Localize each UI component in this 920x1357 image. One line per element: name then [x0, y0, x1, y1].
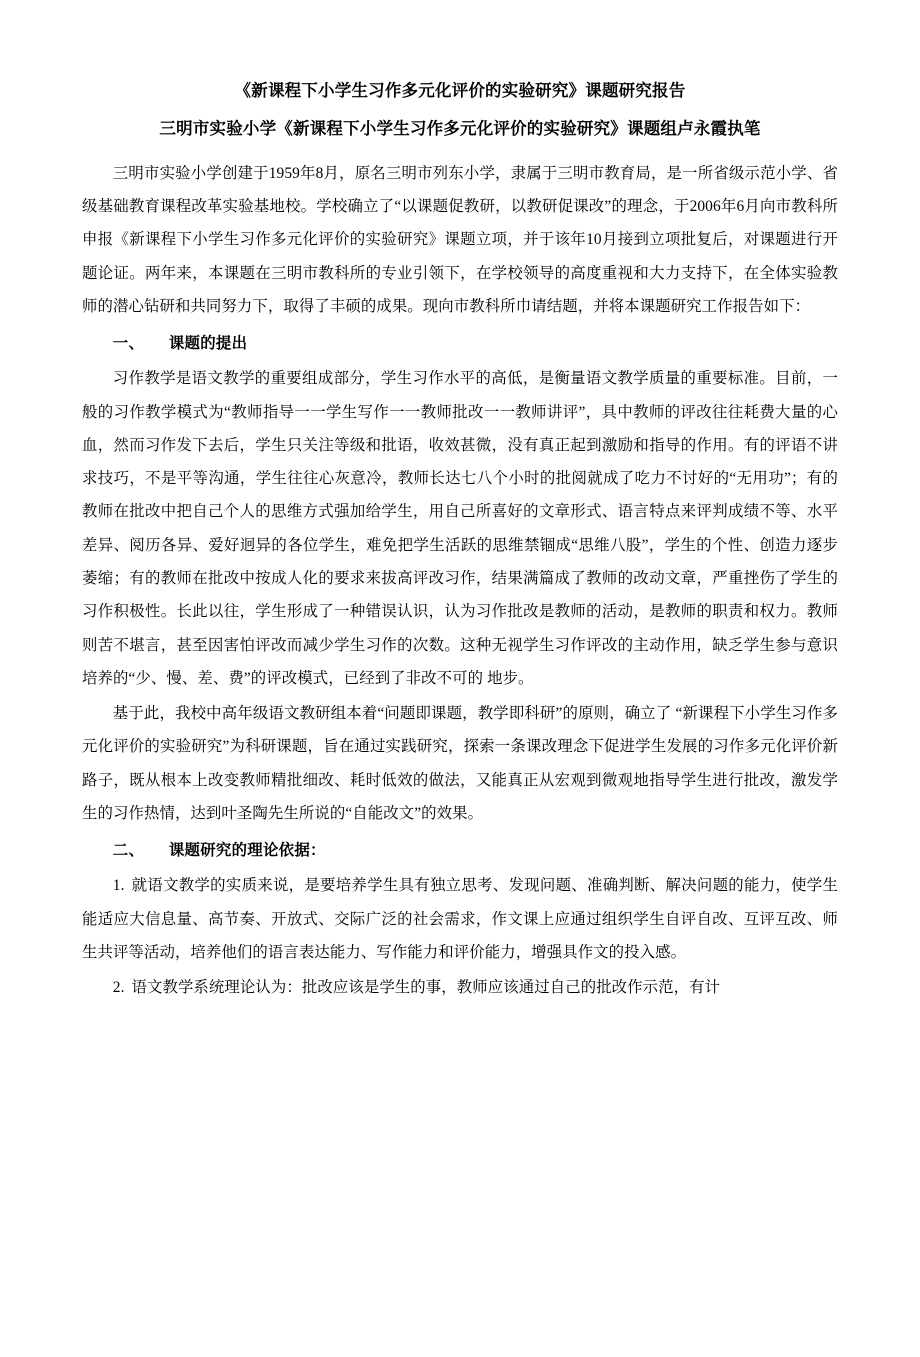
document-title: 《新课程下小学生习作多元化评价的实验研究》课题研究报告: [234, 81, 686, 100]
list-item-marker: 1.: [112, 877, 125, 895]
list-item: [82, 869, 838, 969]
list-item-text: 就语文教学的实质来说，是要培养学生具有独立思考、发现问题、准确判断、解决问题的能力，使学生能适应大信息量、高节奏、开放式、交际广泛的社会需求，作文课上应通过组织学生自评自改、互评互改、师生共评等活动，培养他们的语言表达能力、写作能力和评价能力，增强具作文的投入感。: [82, 877, 838, 961]
section-title-1: 课题的提出: [168, 334, 248, 353]
section-number-1: 一、: [112, 334, 145, 353]
section-number-2: 二、: [112, 841, 145, 860]
section-heading-2: [82, 834, 838, 867]
list-item-marker: 2.: [112, 979, 125, 997]
intro-paragraph: 三明市实验小学创建于1959年8月，原名三明市列东小学，隶属于三明市教育局，是一所省级示范小学、省级基础教育课程改革实验基地校。学校确立了“以课题促教研，以教研促课改”的理念，于2006年6月向市教科所申报《新课程下小学生习作多元化评价的实验研究》课题立项，并于该年10月接到立项批复后，对课题进行开题论证。两年来，本课题在三明市教科所的专业引领下，在学校领导的高度重视和大力支持下，在全体实验教师的潜心钻研和共同努力下，取得了丰硕的成果。现向市教科所巾请结题，并将本课题研究工作报告如下：: [82, 164, 838, 315]
document-subtitle: 三明市实验小学《新课程下小学生习作多元化评价的实验研究》课题组卢永霞执笔: [159, 119, 761, 139]
section-heading-1: [82, 327, 838, 360]
section-1-paragraph-1: 习作教学是语文教学的重要组成部分，学生习作水平的高低，是衡量语文教学质量的重要标准。目前，一般的习作教学模式为“教师指导一一学生写作一一教师批改一一教师讲评”，具中教师的评改往往耗费大量的心血，然而习作发下去后，学生只关注等级和批语，收效甚微，没有真正起到激励和指导的作用。有的评语不讲求技巧，不是平等沟通，学生往往心灰意冷，教师长达七八个小时的批阅就成了吃力不讨好的“无用功”；有的教师在批改中把自己个人的思维方式强加给学生，用自己所喜好的文章形式、语言特点来评判成绩不等、水平差异、阅历各异、爱好迥异的各位学生，难免把学生活跃的思维禁锢成“思维八股”，学生的个性、创造力逐步萎缩；有的教师在批改中按成人化的要求来拔高评改习作，结果满篇成了教师的改动文章，严重挫伤了学生的习作积极性。长此以往，学生形成了一种错误认识，认为习作批改是教师的活动，是教师的职责和权力。教师则苦不堪言，甚至因害怕评改而减少学生习作的次数。这种无视学生习作评改的主动作用，缺乏学生参与意识培养的“少、慢、差、费”的评改模式，已经到了非改不可的 地步。: [82, 370, 838, 687]
section-1-paragraph-2: 基于此，我校中高年级语文教研组本着“问题即课题，教学即科研”的原则，确立了 “新课程下小学生习作多元化评价的实验研究”为科研课题，旨在通过实践研究，探索一条课改理念下促进学生发展的习作多元化评价新路子，既从根本上改变教师精批细改、耗时低效的做法，又能真正从宏观到微观地指导学生进行批改，激发学生的习作热情，达到叶圣陶先生所说的“自能改文”的效果。: [82, 705, 838, 822]
section-title-2: 课题研究的理论依据：: [168, 841, 326, 860]
list-item: [82, 971, 838, 1004]
list-item-text: 语文教学系统理论认为：批改应该是学生的事，教师应该通过自己的批改作示范，有计: [131, 979, 721, 997]
